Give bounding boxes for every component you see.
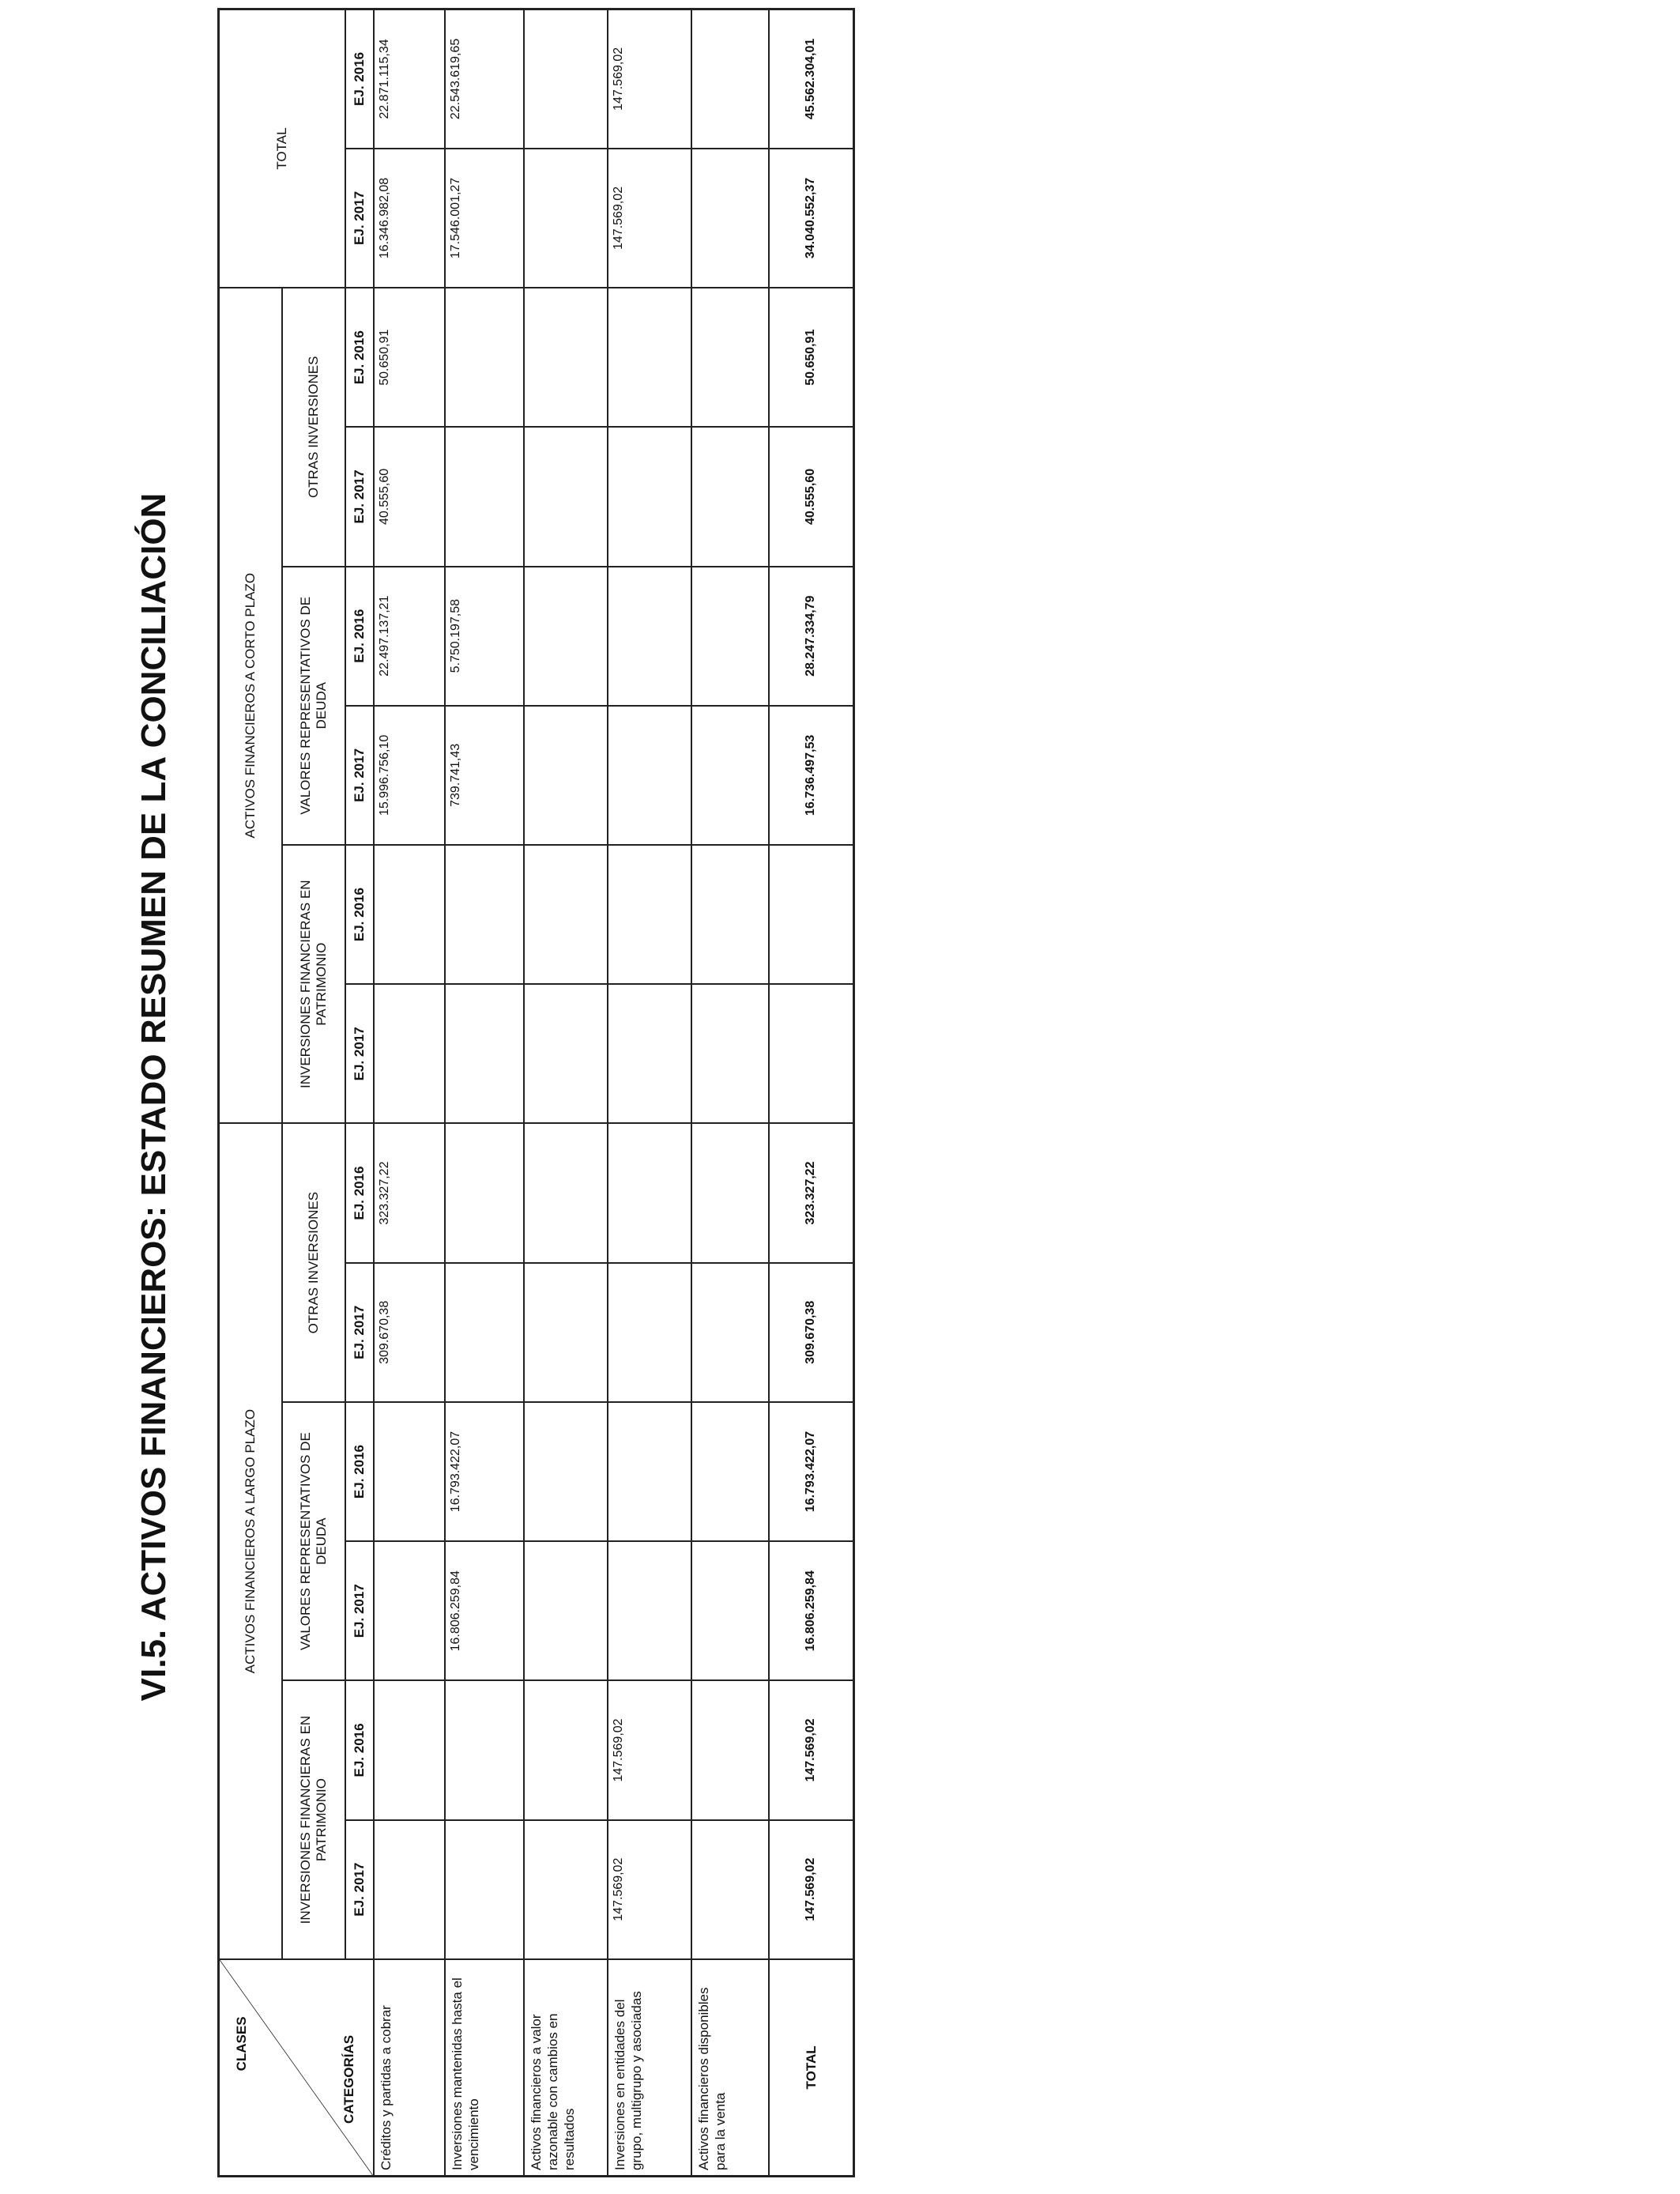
year-header: EJ. 2016 [345, 567, 374, 706]
value-cell [608, 1402, 691, 1541]
total-cell [769, 845, 854, 984]
table-row [445, 9, 524, 2177]
value-cell [691, 1820, 769, 1959]
value-cell [374, 1820, 445, 1959]
value-cell [691, 1680, 769, 1819]
reconciliation-table [217, 8, 855, 2177]
year-header: EJ. 2016 [345, 1402, 374, 1541]
value-cell [608, 427, 691, 566]
value-cell: 16.346.982,08 [374, 149, 445, 288]
value-cell [524, 1402, 608, 1541]
year-header: EJ. 2017 [345, 706, 374, 845]
value-cell [524, 1820, 608, 1959]
total-cell: 34.040.552,37 [769, 149, 854, 288]
value-cell [691, 288, 769, 427]
reconciliation-table-frame [217, 8, 834, 2177]
year-header: EJ. 2016 [345, 9, 374, 149]
value-cell: 147.569,02 [608, 149, 691, 288]
category-label: Créditos y partidas a cobrar [374, 1959, 445, 2177]
table-row [691, 9, 769, 2177]
category-label: Activos financieros a valor razonable con cambios en resultados [524, 1959, 608, 2177]
value-cell [524, 1263, 608, 1402]
value-cell [445, 845, 524, 984]
total-row [769, 9, 854, 2177]
subgroup-otras-lp: OTRAS INVERSIONES [282, 1123, 345, 1401]
value-cell [608, 1263, 691, 1402]
total-cell: 40.555,60 [769, 427, 854, 566]
value-cell [608, 984, 691, 1123]
total-cell [769, 984, 854, 1123]
value-cell: 22.543.619,65 [445, 9, 524, 149]
value-cell: 15.996.756,10 [374, 706, 445, 845]
subgroup-inv-patrimonio-cp: INVERSIONES FINANCIERAS EN PATRIMONIO [282, 845, 345, 1123]
value-cell [691, 845, 769, 984]
value-cell [691, 1263, 769, 1402]
value-cell: 16.806.259,84 [445, 1541, 524, 1680]
value-cell [608, 288, 691, 427]
subgroup-otras-cp: OTRAS INVERSIONES [282, 288, 345, 567]
value-cell [524, 149, 608, 288]
value-cell [691, 984, 769, 1123]
total-cell: 16.806.259,84 [769, 1541, 854, 1680]
total-cell: 309.670,38 [769, 1263, 854, 1402]
subgroup-valores-deuda-cp: VALORES REPRESENTATIVOS DE DEUDA [282, 567, 345, 845]
value-cell: 17.546.001,27 [445, 149, 524, 288]
value-cell: 40.555,60 [374, 427, 445, 566]
year-header: EJ. 2017 [345, 1820, 374, 1959]
value-cell [691, 1402, 769, 1541]
year-header: EJ. 2017 [345, 427, 374, 566]
page-title: VI.5. ACTIVOS FINANCIEROS: ESTADO RESUMEN DE LA CONCILIACIÓN [134, 492, 173, 1702]
value-cell [524, 288, 608, 427]
year-header: EJ. 2016 [345, 1123, 374, 1262]
value-cell: 5.750.197,58 [445, 567, 524, 706]
value-cell [374, 1680, 445, 1819]
value-cell: 147.569,02 [608, 9, 691, 149]
value-cell [691, 706, 769, 845]
group-header-corto-plazo: ACTIVOS FINANCIEROS A CORTO PLAZO [219, 288, 282, 1123]
categorias-label: CATEGORÍAS [341, 2034, 356, 2124]
category-label: Inversiones en entidades del grupo, multigrupo y asociadas [608, 1959, 691, 2177]
value-cell [524, 1680, 608, 1819]
value-cell [445, 427, 524, 566]
value-cell [691, 9, 769, 149]
total-row-label: TOTAL [769, 1959, 854, 2177]
value-cell [608, 1123, 691, 1262]
year-header: EJ. 2017 [345, 1541, 374, 1680]
value-cell: 16.793.422,07 [445, 1402, 524, 1541]
value-cell [691, 149, 769, 288]
total-cell: 323.327,22 [769, 1123, 854, 1262]
value-cell [374, 1402, 445, 1541]
value-cell [691, 567, 769, 706]
value-cell: 22.497.137,21 [374, 567, 445, 706]
value-cell [524, 427, 608, 566]
value-cell [524, 1123, 608, 1262]
value-cell [608, 1541, 691, 1680]
year-header: EJ. 2017 [345, 149, 374, 288]
value-cell: 147.569,02 [608, 1820, 691, 1959]
year-header: EJ. 2017 [345, 984, 374, 1123]
total-cell: 50.650,91 [769, 288, 854, 427]
value-cell [524, 706, 608, 845]
value-cell [445, 288, 524, 427]
value-cell [445, 984, 524, 1123]
group-header-total: TOTAL [219, 9, 345, 288]
category-label: Activos financieros disponibles para la venta [691, 1959, 769, 2177]
value-cell [608, 845, 691, 984]
value-cell [524, 9, 608, 149]
value-cell [374, 984, 445, 1123]
corner-header [219, 1959, 374, 2177]
total-cell: 45.562.304,01 [769, 9, 854, 149]
value-cell [608, 567, 691, 706]
value-cell [374, 1541, 445, 1680]
year-header: EJ. 2017 [345, 1263, 374, 1402]
value-cell [608, 706, 691, 845]
value-cell [445, 1263, 524, 1402]
value-cell: 50.650,91 [374, 288, 445, 427]
value-cell [374, 845, 445, 984]
year-header: EJ. 2016 [345, 1680, 374, 1819]
year-header: EJ. 2016 [345, 288, 374, 427]
value-cell [445, 1820, 524, 1959]
table-row [374, 9, 445, 2177]
value-cell: 22.871.115,34 [374, 9, 445, 149]
value-cell [691, 427, 769, 566]
table-row [608, 9, 691, 2177]
total-cell: 147.569,02 [769, 1820, 854, 1959]
total-cell: 147.569,02 [769, 1680, 854, 1819]
value-cell [524, 1541, 608, 1680]
subgroup-valores-deuda-lp: VALORES REPRESENTATIVOS DE DEUDA [282, 1402, 345, 1680]
total-cell: 28.247.334,79 [769, 567, 854, 706]
value-cell: 147.569,02 [608, 1680, 691, 1819]
year-header: EJ. 2016 [345, 845, 374, 984]
table-body [374, 9, 854, 2177]
value-cell [524, 984, 608, 1123]
subgroup-inv-patrimonio-lp: INVERSIONES FINANCIERAS EN PATRIMONIO [282, 1680, 345, 1958]
value-cell [524, 845, 608, 984]
clases-label: CLASES [234, 2016, 249, 2071]
table-row [524, 9, 608, 2177]
total-cell: 16.736.497,53 [769, 706, 854, 845]
value-cell [691, 1123, 769, 1262]
value-cell: 323.327,22 [374, 1123, 445, 1262]
value-cell [445, 1123, 524, 1262]
value-cell: 309.670,38 [374, 1263, 445, 1402]
value-cell [691, 1541, 769, 1680]
group-header-largo-plazo: ACTIVOS FINANCIEROS A LARGO PLAZO [219, 1123, 282, 1958]
value-cell [524, 567, 608, 706]
category-label: Inversiones mantenidas hasta el vencimiento [445, 1959, 524, 2177]
total-cell: 16.793.422,07 [769, 1402, 854, 1541]
value-cell [445, 1680, 524, 1819]
value-cell: 739.741,43 [445, 706, 524, 845]
